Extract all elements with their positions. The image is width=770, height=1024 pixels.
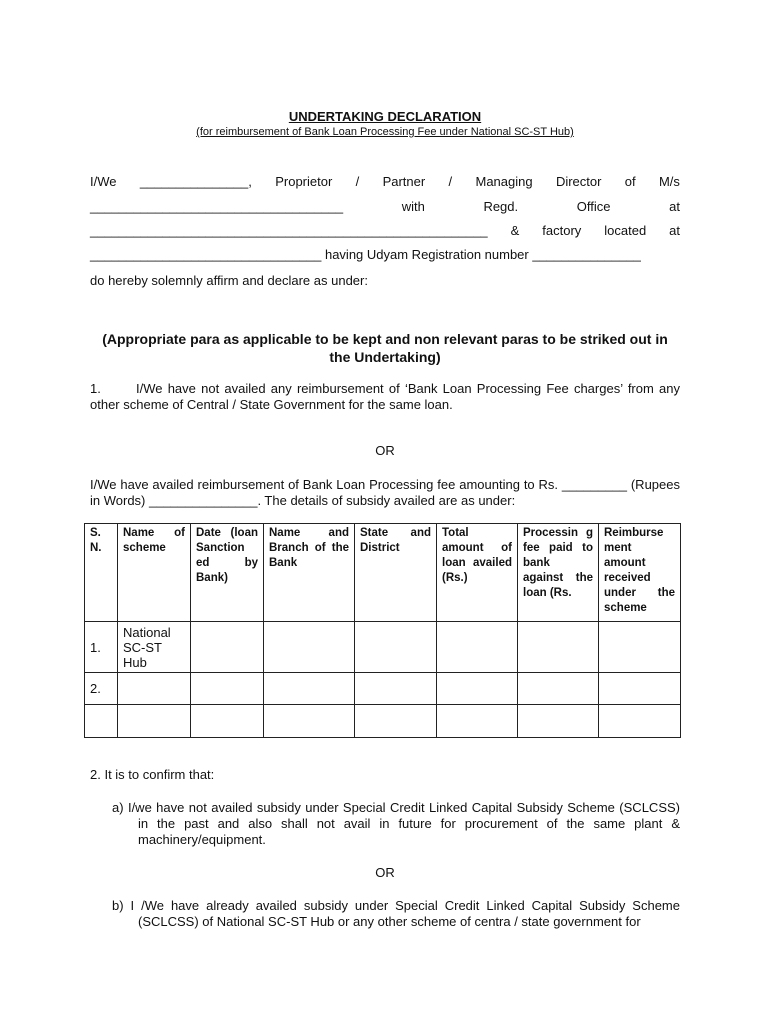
- intro-word: Proprietor: [275, 174, 333, 189]
- table-header-row: [85, 524, 681, 622]
- table-cell: [599, 622, 681, 673]
- para-1-text: I/We have not availed any reimbursement of ‘Bank Loan Processing Fee charges’ from any other scheme of Central / State Government for the same loan.: [90, 381, 680, 412]
- table-cell: [264, 673, 355, 705]
- intro-word: with: [401, 199, 425, 214]
- table-cell-scheme: National SC-ST Hub: [118, 622, 191, 673]
- table-cell-scheme: [118, 705, 191, 738]
- table-cell: [518, 673, 599, 705]
- column-header: Date (loan Sanction ed by Bank): [191, 524, 264, 622]
- table-cell: [437, 673, 518, 705]
- table-cell: [191, 705, 264, 738]
- column-header: Processin g fee paid to bank against the loan (Rs.: [518, 524, 599, 622]
- document-subtitle: (for reimbursement of Bank Loan Processing Fee under National SC-ST Hub): [196, 126, 574, 138]
- intro-udyam-line: ________________________________ having Udyam Registration number _______________: [90, 247, 641, 262]
- intro-blank-office: _______________________________________________________: [90, 223, 488, 238]
- instruction-heading: (Appropriate para as applicable to be kept and non relevant paras to be striked out in the Undertaking): [102, 331, 668, 365]
- para-1: [90, 381, 680, 413]
- column-header: S. N.: [85, 524, 118, 622]
- table-cell: [437, 622, 518, 673]
- intro-word: /: [448, 174, 453, 189]
- affirm-text: do hereby solemnly affirm and declare as under:: [90, 273, 368, 288]
- intro-word: I/We: [90, 174, 117, 189]
- para-2-b: b) I /We have already availed subsidy under Special Credit Linked Capital Subsidy Scheme (SCLCSS) of National SC-ST Hub or any other scheme of centra / state government for: [112, 898, 680, 929]
- intro-line-4: [90, 247, 680, 262]
- para-2-intro: 2. It is to confirm that:: [90, 767, 215, 782]
- intro-word: M/s: [658, 174, 680, 189]
- table-cell: [599, 705, 681, 738]
- table-cell: [355, 622, 437, 673]
- table-cell-scheme: [118, 673, 191, 705]
- table-cell-sn: [85, 705, 118, 738]
- column-header: Total amount of loan availed (Rs.): [437, 524, 518, 622]
- or-separator: OR: [375, 865, 395, 880]
- intro-word: /: [355, 174, 360, 189]
- intro-word: Office: [576, 199, 611, 214]
- availed-text: I/We have availed reimbursement of Bank Loan Processing fee amounting to Rs. _________ (Rupees in Words) _______________. The details of subsidy availed are as under:: [90, 477, 680, 508]
- document-title: UNDERTAKING DECLARATION: [288, 109, 482, 124]
- table-row: [85, 622, 681, 673]
- table-cell: [355, 705, 437, 738]
- column-header: Name and Branch of the Bank: [264, 524, 355, 622]
- column-header: State and District: [355, 524, 437, 622]
- intro-word: &: [510, 223, 520, 238]
- intro-word: Managing: [475, 174, 533, 189]
- column-header: Name of scheme: [118, 524, 191, 622]
- table-row: [85, 673, 681, 705]
- table-cell: [437, 705, 518, 738]
- para-1-number: 1.: [90, 381, 101, 396]
- table-row: [85, 705, 681, 738]
- subsidy-table: [84, 523, 681, 738]
- intro-blank-firm: ___________________________________: [90, 199, 344, 214]
- or-separator: OR: [375, 443, 395, 458]
- intro-blank-name: _______________,: [139, 174, 252, 189]
- intro-line-3: [90, 223, 680, 238]
- column-header: Reimburse ment amount received under the scheme: [599, 524, 681, 622]
- intro-word: located: [604, 223, 647, 238]
- table-cell: [518, 705, 599, 738]
- table-cell: [191, 622, 264, 673]
- intro-line-2: [90, 199, 680, 214]
- intro-word: Director: [555, 174, 602, 189]
- table-cell: [191, 673, 264, 705]
- table-cell: [264, 705, 355, 738]
- intro-word: Partner: [382, 174, 426, 189]
- table-cell: [518, 622, 599, 673]
- intro-word: at: [669, 223, 680, 238]
- table-cell-sn: 1.: [85, 622, 118, 673]
- intro-word: at: [669, 199, 680, 214]
- para-2-a: a) I/we have not availed subsidy under Special Credit Linked Capital Subsidy Scheme (SCLCSS) in the past and also shall not avail in future for procurement of the same plant & machinery/equipment.: [112, 800, 680, 847]
- table-cell: [264, 622, 355, 673]
- intro-line-1: [90, 174, 680, 189]
- table-cell-sn: 2.: [85, 673, 118, 705]
- table-cell: [355, 673, 437, 705]
- table-cell: [599, 673, 681, 705]
- intro-word: of: [624, 174, 636, 189]
- intro-word: factory: [542, 223, 582, 238]
- intro-word: Regd.: [483, 199, 519, 214]
